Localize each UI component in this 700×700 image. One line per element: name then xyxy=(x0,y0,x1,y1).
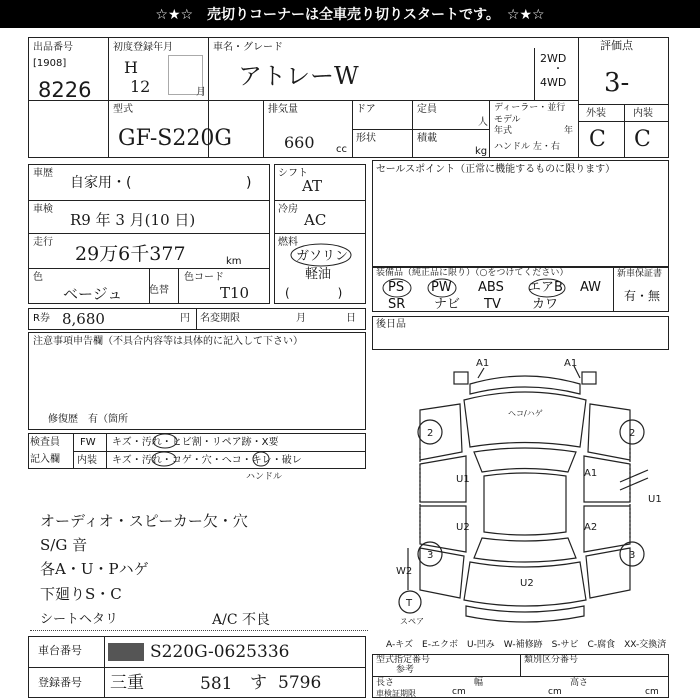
history-close: ) xyxy=(246,175,252,191)
mileage-label: 走行 xyxy=(33,237,53,248)
ref-label: 参考 xyxy=(396,665,415,675)
mark-3-right: 3 xyxy=(629,550,636,561)
reg-month-label: 月 xyxy=(196,87,206,98)
tax-month: 月 xyxy=(296,313,306,324)
inspect-value: R9 年 3 月(10 日) xyxy=(70,211,196,229)
len-label: 長さ xyxy=(376,678,395,688)
equip-navi: ナビ xyxy=(434,297,461,312)
equip-aw: AW xyxy=(580,280,602,295)
rear-bumper xyxy=(466,606,584,622)
type-value: GF-S220G xyxy=(118,126,232,151)
equip-abs: ABS xyxy=(478,280,504,295)
chassis-label: 車台番号 xyxy=(38,644,82,657)
inspect-label: 車検 xyxy=(33,204,53,215)
repaint-label: 色替 xyxy=(149,285,169,296)
mark-2-left: 2 xyxy=(427,428,434,439)
mark-a1-front-left: A1 xyxy=(476,358,490,369)
reg-year: 12 xyxy=(130,77,151,96)
recycle-value: 8,680 xyxy=(62,310,105,328)
hei-unit: cm xyxy=(645,687,659,697)
equip-circles-svg xyxy=(375,276,575,300)
shift-value: AT xyxy=(302,177,323,195)
mark-spare: スペア xyxy=(400,617,424,626)
damage-legend: A-キズ E-エクボ U-凹み W-補修跡 S-サビ C-腐食 XX-交換済 xyxy=(386,640,667,650)
banner-text: ☆★☆ 売切りコーナーは全車売り切りスタートです。 ☆★☆ xyxy=(155,7,545,23)
wid-label: 幅 xyxy=(474,678,484,688)
history-value: 自家用・( xyxy=(70,175,132,191)
equip-sr: SR xyxy=(388,297,406,312)
mark-u2-left: U2 xyxy=(456,522,470,533)
recycle-label: R券 xyxy=(33,313,50,324)
ext-tag: FW xyxy=(80,437,96,448)
mark-a1-right: A1 xyxy=(584,468,598,479)
disp-value: 660 xyxy=(284,133,315,152)
mark-u1-left: U1 xyxy=(456,474,470,485)
wd-dot: ・ xyxy=(553,64,563,75)
fuel-value2: 軽油 xyxy=(305,267,332,282)
mark-hood-note: ヘコ/ハゲ xyxy=(508,409,543,418)
airbag-circle xyxy=(529,279,565,297)
note-line-1: オーディオ・スピーカー欠・穴 xyxy=(40,512,248,530)
chassis-value: S220G-0625336 xyxy=(150,642,290,662)
lot-label: 出品番号 xyxy=(33,42,73,53)
plate-number: 5796 xyxy=(278,673,322,693)
roof xyxy=(484,473,566,535)
front-bumper xyxy=(470,376,580,394)
equip-ps: PS xyxy=(388,280,405,295)
ext-label: 外装 xyxy=(586,108,606,119)
hei-label: 高さ xyxy=(570,678,589,688)
ext-items: キズ・汚れ・ヒビ割・リペア跡・X要 xyxy=(112,437,279,448)
fuel-paren: ( ) xyxy=(285,286,343,300)
int-dirt-circle xyxy=(152,452,176,466)
top-banner xyxy=(0,0,700,28)
history-label: 車歴 xyxy=(33,168,53,179)
model-year-label: 年式 xyxy=(494,126,513,136)
weight-label: 積載 xyxy=(417,133,437,144)
lot-sub: [1908] xyxy=(33,58,67,69)
equip-airbag: エアB xyxy=(528,280,563,295)
right-front-door xyxy=(584,456,630,502)
yen-label: 円 xyxy=(180,313,190,324)
note-line-4: 下廻りS・C xyxy=(40,585,122,603)
ext-grade: C xyxy=(589,127,606,152)
rear-box xyxy=(372,316,669,350)
mark-2-right: 2 xyxy=(629,428,636,439)
reg-label: 初度登録年月 xyxy=(113,42,173,53)
form-label: 型式指定番号 xyxy=(376,655,431,665)
note-line-5: シートヘタリ xyxy=(40,612,119,627)
car-name: アトレーW xyxy=(238,62,359,90)
tax-label: 名変期限 xyxy=(200,313,240,324)
new-value: 有・無 xyxy=(624,289,661,303)
shift-label: シフト xyxy=(278,168,308,179)
dealer-label: ディーラー・並行 xyxy=(494,103,566,113)
len-unit: cm xyxy=(452,687,466,697)
wd4-label: 4WD xyxy=(540,76,567,89)
fuel-label: 燃料 xyxy=(278,237,298,248)
int-grade: C xyxy=(634,127,651,152)
tax-day: 日 xyxy=(346,313,356,324)
lot-number: 8226 xyxy=(38,78,92,102)
shape-label: 形状 xyxy=(356,133,376,144)
fuel-circle xyxy=(291,244,351,266)
plate-kana: す xyxy=(250,673,267,693)
note-line-3: 各A・U・Pハゲ xyxy=(40,560,149,578)
disp-unit: cc xyxy=(336,144,347,155)
hood xyxy=(464,392,586,447)
ac-label: 冷房 xyxy=(278,204,298,215)
seats-unit: 人 xyxy=(478,117,488,128)
plate-label: 登録番号 xyxy=(38,676,82,689)
note-line-6: A/C 不良 xyxy=(212,612,270,628)
fuel-value1: ガソリン xyxy=(296,249,349,264)
reg-era: H xyxy=(124,58,138,77)
right-quarter xyxy=(586,548,630,598)
new-label: 新車保証書 xyxy=(617,269,663,279)
car-diagram xyxy=(380,352,670,637)
right-fender xyxy=(588,404,630,460)
repair-label: 修復歴 有（箇所 xyxy=(48,414,128,425)
plate-class: 581 xyxy=(200,674,233,694)
code-value: T10 xyxy=(220,284,250,302)
mark-a1-front-right: A1 xyxy=(564,358,578,369)
eval-score: 3- xyxy=(604,68,630,98)
chassis-redact xyxy=(108,643,144,661)
notes-label: 注意事項申告欄（不具合内容等は具体的に記入して下さい） xyxy=(33,336,303,347)
sales-label: セールスポイント（正常に機能するものに限ります） xyxy=(376,164,616,175)
rear-label: 後日品 xyxy=(376,319,406,330)
wid-unit: cm xyxy=(548,687,562,697)
notes-underline xyxy=(30,630,368,631)
int-items: キズ・汚れ・コゲ・穴・へコ・キレ・破レ xyxy=(112,455,302,466)
mileage-unit: km xyxy=(226,256,242,267)
dent-circle xyxy=(253,452,269,466)
name-label: 車名・グレード xyxy=(213,42,283,53)
handle-label: ハンドル 左・右 xyxy=(494,142,560,152)
model-label: モデル xyxy=(494,115,521,125)
color-value: ベージュ xyxy=(63,285,123,303)
sales-block xyxy=(372,160,669,267)
note-line-2: S/G 音 xyxy=(40,536,88,554)
color-label: 色 xyxy=(33,272,43,283)
mark-u1-right-side: U1 xyxy=(648,494,662,505)
mark-a2-right: A2 xyxy=(584,522,598,533)
pw-circle xyxy=(428,279,456,297)
ac-value: AC xyxy=(304,211,327,229)
dirt-circle xyxy=(153,434,177,448)
inspector-label2: 記入欄 xyxy=(30,454,60,465)
right-headlight xyxy=(582,372,596,384)
equip-label: 装備品（純正品に限り）（○をつけてください） xyxy=(376,268,569,278)
class-label: 類別区分番号 xyxy=(524,655,579,665)
plate-region: 三重 xyxy=(110,673,144,693)
mileage-value: 29万6千377 xyxy=(75,243,186,265)
mark-u2-rear: U2 xyxy=(520,578,534,589)
equip-tv: TV xyxy=(484,297,501,312)
equip-pw: PW xyxy=(431,280,452,295)
ps-circle xyxy=(383,279,411,297)
equip-leather: カワ xyxy=(532,297,559,312)
eval-label: 評価点 xyxy=(600,39,633,52)
mark-w2: W2 xyxy=(396,566,413,577)
wd2-label: 2WD xyxy=(540,52,567,65)
type-label: 型式 xyxy=(113,104,133,115)
weight-unit: kg xyxy=(475,146,488,157)
inspector-label1: 検査員 xyxy=(30,437,60,448)
fix-label: 車検証期限 xyxy=(376,689,416,698)
rear-window xyxy=(474,538,576,562)
windshield xyxy=(474,448,576,472)
inspector-note-mark: ハンドル xyxy=(246,472,283,482)
mark-t: T xyxy=(406,598,413,609)
left-headlight xyxy=(454,372,468,384)
int-tag: 内装 xyxy=(77,455,97,466)
int-label: 内装 xyxy=(633,108,653,119)
inspector-circles-svg xyxy=(140,432,280,472)
seats-label: 定員 xyxy=(417,104,437,115)
mark-3-left: 3 xyxy=(427,550,434,561)
fuel-circle-svg xyxy=(285,240,355,270)
code-label: 色コード xyxy=(184,272,224,283)
door-label: ドア xyxy=(356,104,376,115)
disp-label: 排気量 xyxy=(268,104,298,115)
year-unit: 年 xyxy=(564,126,574,136)
